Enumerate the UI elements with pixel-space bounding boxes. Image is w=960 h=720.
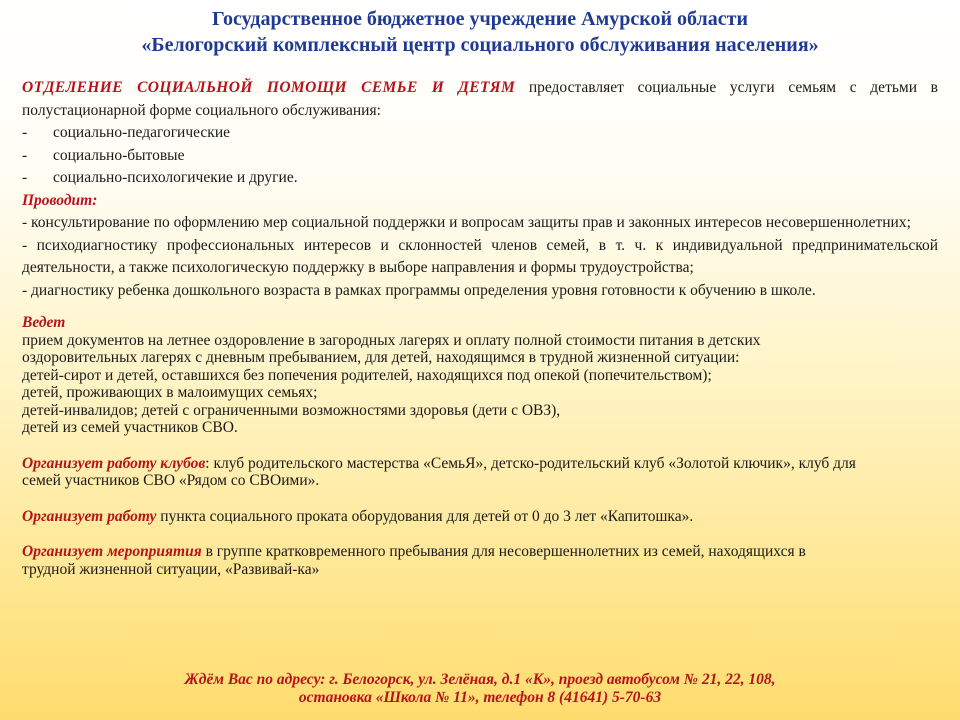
service-label: социально-педагогические bbox=[53, 124, 231, 141]
rental-text: пункта социального проката оборудования для детей от 0 до 3 лет «Капитошка». bbox=[156, 507, 694, 525]
leads-line: детей из семей участников СВО. bbox=[22, 419, 238, 436]
bullet-dash: - bbox=[22, 124, 28, 141]
title-line-1: Государственное бюджетное учреждение Амурской области bbox=[212, 8, 748, 30]
conducts-heading: Проводит: bbox=[22, 191, 98, 209]
footer-line-2: остановка «Школа № 11», телефон 8 (41641) 5-70-63 bbox=[298, 689, 662, 706]
main-content bbox=[22, 77, 938, 578]
leads-line: детей-инвалидов; детей с ограниченными возможностями здоровья (дети с ОВЗ), bbox=[22, 401, 561, 419]
clubs-heading: Организует работу клубов bbox=[22, 454, 206, 472]
service-label: социально-психологичекие и другие. bbox=[53, 169, 298, 186]
service-item bbox=[22, 122, 938, 145]
service-label: социально-бытовые bbox=[53, 146, 185, 164]
rental-paragraph bbox=[22, 508, 938, 526]
leads-section bbox=[22, 314, 938, 578]
leads-line: оздоровительных лагерях с дневным пребыванием, для детей, находящимся в трудной жизненной ситуации: bbox=[22, 349, 740, 366]
department-name: ОТДЕЛЕНИЕ СОЦИАЛЬНОЙ ПОМОЩИ СЕМЬЕ И ДЕТЯМ bbox=[22, 79, 516, 96]
clubs-text: : клуб родительского мастерства «СемьЯ», детско-родительский клуб «Золотой ключик», клуб для семей участников СВО «Рядом со СВОими». bbox=[22, 454, 856, 489]
intro-paragraph bbox=[22, 77, 938, 122]
conducts-item: - диагностику ребенка дошкольного возраста в рамках программы определения уровня готовности к обучению в школе. bbox=[22, 281, 816, 299]
bullet-dash: - bbox=[22, 169, 28, 186]
address-footer bbox=[0, 671, 960, 707]
conducts-item: - консультирование по оформлению мер социальной поддержки и вопросам защиты прав и законных интересов несовершеннолетних; bbox=[22, 214, 911, 231]
service-item bbox=[22, 145, 938, 168]
intro-text: предоставляет социальные услуги семьям с детьми в полустационарной форме социального обслуживания: bbox=[22, 79, 938, 119]
leads-line: детей, проживающих в малоимущих семьях; bbox=[22, 384, 318, 401]
title-line-2: «Белогорский комплексный центр социального обслуживания населения» bbox=[141, 34, 819, 56]
leads-line: прием документов на летнее оздоровление в загородных лагерях и оплату полной стоимости питания в детских bbox=[22, 331, 761, 349]
events-text: в группе кратковременного пребывания для несовершеннолетних из семей, находящихся в трудной жизненной ситуации, «Развивай-ка» bbox=[22, 543, 806, 578]
footer-line-1: Ждём Вас по адресу: г. Белогорск, ул. Зелёная, д.1 «К», проезд автобусом № 21, 22, 108, bbox=[184, 671, 776, 688]
page-title bbox=[0, 6, 960, 58]
leads-line: детей-сирот и детей, оставшихся без попечения родителей, находящихся под опекой (попечительством); bbox=[22, 366, 712, 384]
rental-heading: Организует работу bbox=[22, 507, 157, 525]
events-paragraph bbox=[22, 543, 862, 578]
events-heading: Организует мероприятия bbox=[22, 543, 202, 560]
clubs-paragraph bbox=[22, 455, 892, 490]
bullet-dash: - bbox=[22, 146, 28, 164]
service-item bbox=[22, 167, 938, 190]
conducts-item: - психодиагностику профессиональных интересов и склонностей членов семей, в т. ч. к индивидуальной предпринимательской деятельности, а также психологическую поддержку в выборе направления и формы трудоустройства; bbox=[22, 236, 938, 276]
leads-heading: Ведет bbox=[22, 314, 66, 331]
